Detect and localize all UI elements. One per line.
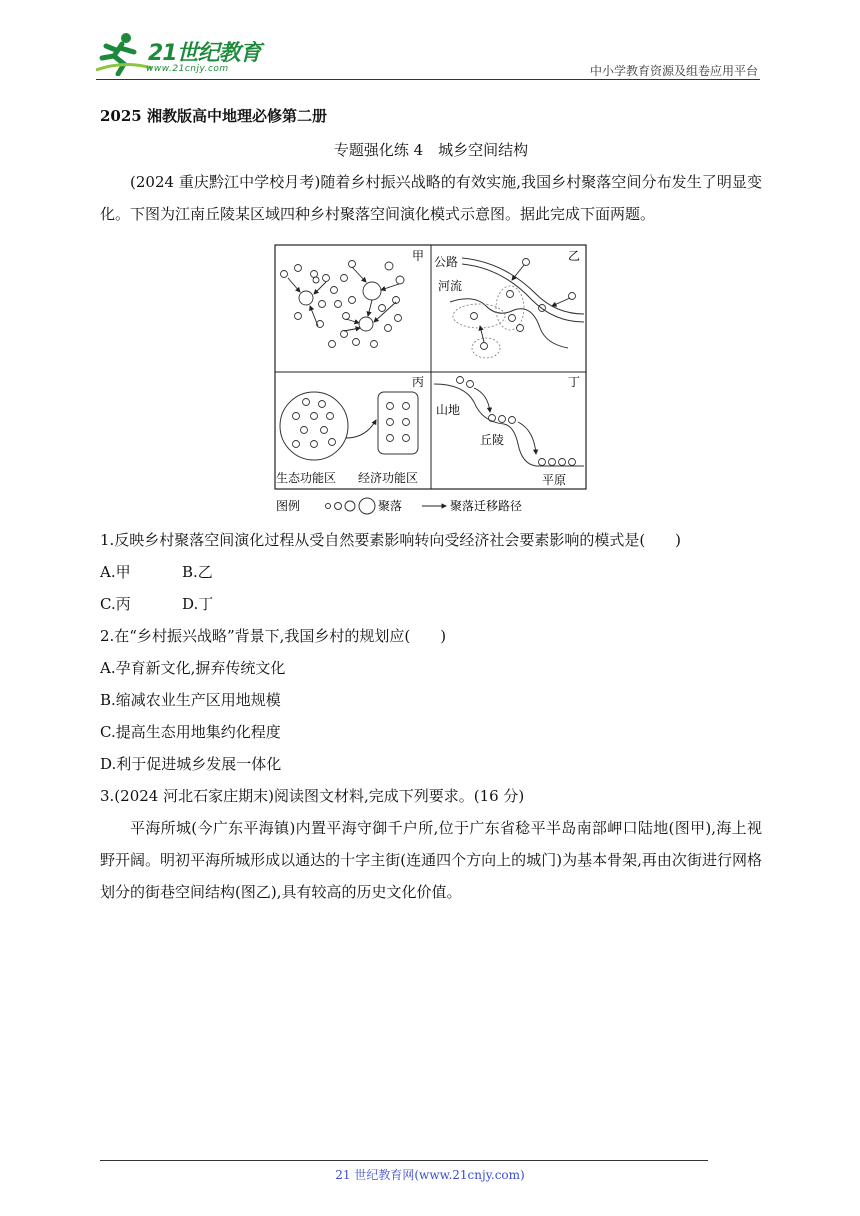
legend-xlarge-circle-icon — [359, 498, 375, 514]
yi-migration-paths — [480, 265, 570, 342]
section-title: 专题强化练 4 城乡空间结构 — [333, 141, 529, 159]
legend-large-circle-icon — [345, 501, 355, 511]
footer-link[interactable]: 21 世纪教育网(www.21cnjy.com) — [335, 1168, 525, 1182]
panel-jia-label: 甲 — [412, 249, 425, 263]
jia-migration-paths — [288, 267, 399, 331]
yi-settlements — [471, 259, 576, 350]
document-body — [100, 96, 762, 908]
legend-title: 图例 — [276, 499, 301, 513]
question-1-stem: 1.反映乡村聚落空间演化过程从受自然要素影响转向受经济社会要素影响的模式是( ) — [100, 531, 682, 549]
yi-cluster-2 — [496, 286, 524, 330]
book-title: 2025 湘教版高中地理必修第二册 — [100, 107, 327, 125]
road-line-2 — [462, 264, 584, 322]
econ-zone-rect — [378, 392, 418, 454]
q1-option-a: A.甲 — [100, 563, 131, 581]
legend-settlement-label: 聚落 — [378, 499, 403, 513]
settlement-evolution-figure — [274, 244, 588, 520]
intro-paragraph: (2024 重庆黔江中学校月考)随着乡村振兴战略的有效实施,我国乡村聚落空间分布发生了明显变化。下图为江南丘陵某区域四种乡村聚落空间演化模式示意图。据此完成下面两题。 — [100, 173, 762, 223]
ding-settlements — [457, 377, 576, 466]
river-label: 河流 — [438, 279, 463, 293]
q2-option-c: C.提高生态用地集约化程度 — [100, 723, 281, 741]
settlement-diagram — [274, 244, 588, 520]
runner-logo-icon — [96, 30, 152, 76]
legend — [276, 498, 522, 514]
panel-bing-label: 丙 — [412, 375, 425, 389]
road-label: 公路 — [434, 255, 459, 269]
yi-cluster-3 — [472, 338, 500, 358]
jia-settlements — [281, 261, 405, 348]
hill-label: 丘陵 — [480, 433, 505, 447]
panel-yi-label: 乙 — [568, 249, 581, 263]
econ-zone-label: 经济功能区 — [358, 471, 419, 485]
question-1-options-row-2 — [100, 588, 762, 620]
question-1-options-row-1 — [100, 556, 762, 588]
plain-label: 平原 — [542, 473, 567, 487]
eco-zone-circle — [280, 392, 348, 460]
terrain-profile — [434, 384, 584, 466]
eco-zone-label: 生态功能区 — [276, 471, 337, 485]
legend-medium-circle-icon — [335, 503, 342, 510]
q1-option-c: C.丙 — [100, 595, 131, 613]
logo-url: www.21cnjy.com — [146, 64, 229, 74]
logo — [96, 30, 266, 78]
q2-option-a: A.孕育新文化,摒弃传统文化 — [100, 659, 286, 677]
q1-option-b: B.乙 — [182, 563, 213, 581]
footer-divider — [100, 1160, 708, 1161]
bing-settlements — [293, 399, 410, 448]
logo-text: 21世纪教育 — [148, 41, 261, 66]
platform-name: 中小学教育资源及组卷应用平台 — [589, 64, 758, 78]
legend-path-label: 聚落迁移路径 — [450, 499, 523, 513]
mountain-label: 山地 — [436, 403, 461, 417]
panel-ding-label: 丁 — [568, 375, 581, 389]
question-3-material: 平海所城(今广东平海镇)内置平海守御千户所,位于广东省稔平半岛南部岬口陆地(图甲),海上视野开阔。明初平海所城形成以通达的十字主街(连通四个方向上的城门)为基本骨架,再由次街进行网格划分的街巷空间结构(图乙),具有较高的历史文化价值。 — [100, 819, 762, 901]
question-2-stem: 2.在“乡村振兴战略”背景下,我国乡村的规划应( ) — [100, 627, 447, 645]
q2-option-d: D.利于促进城乡发展一体化 — [100, 755, 282, 773]
river-line — [450, 299, 568, 348]
header-divider — [96, 79, 760, 80]
bing-migration-path — [346, 420, 376, 438]
question-3-stem: 3.(2024 河北石家庄期末)阅读图文材料,完成下列要求。(16 分) — [100, 787, 525, 805]
legend-small-circle-icon — [326, 504, 331, 509]
q2-option-b: B.缩减农业生产区用地规模 — [100, 691, 281, 709]
page-header — [96, 30, 760, 80]
q1-option-d: D.丁 — [182, 595, 214, 613]
